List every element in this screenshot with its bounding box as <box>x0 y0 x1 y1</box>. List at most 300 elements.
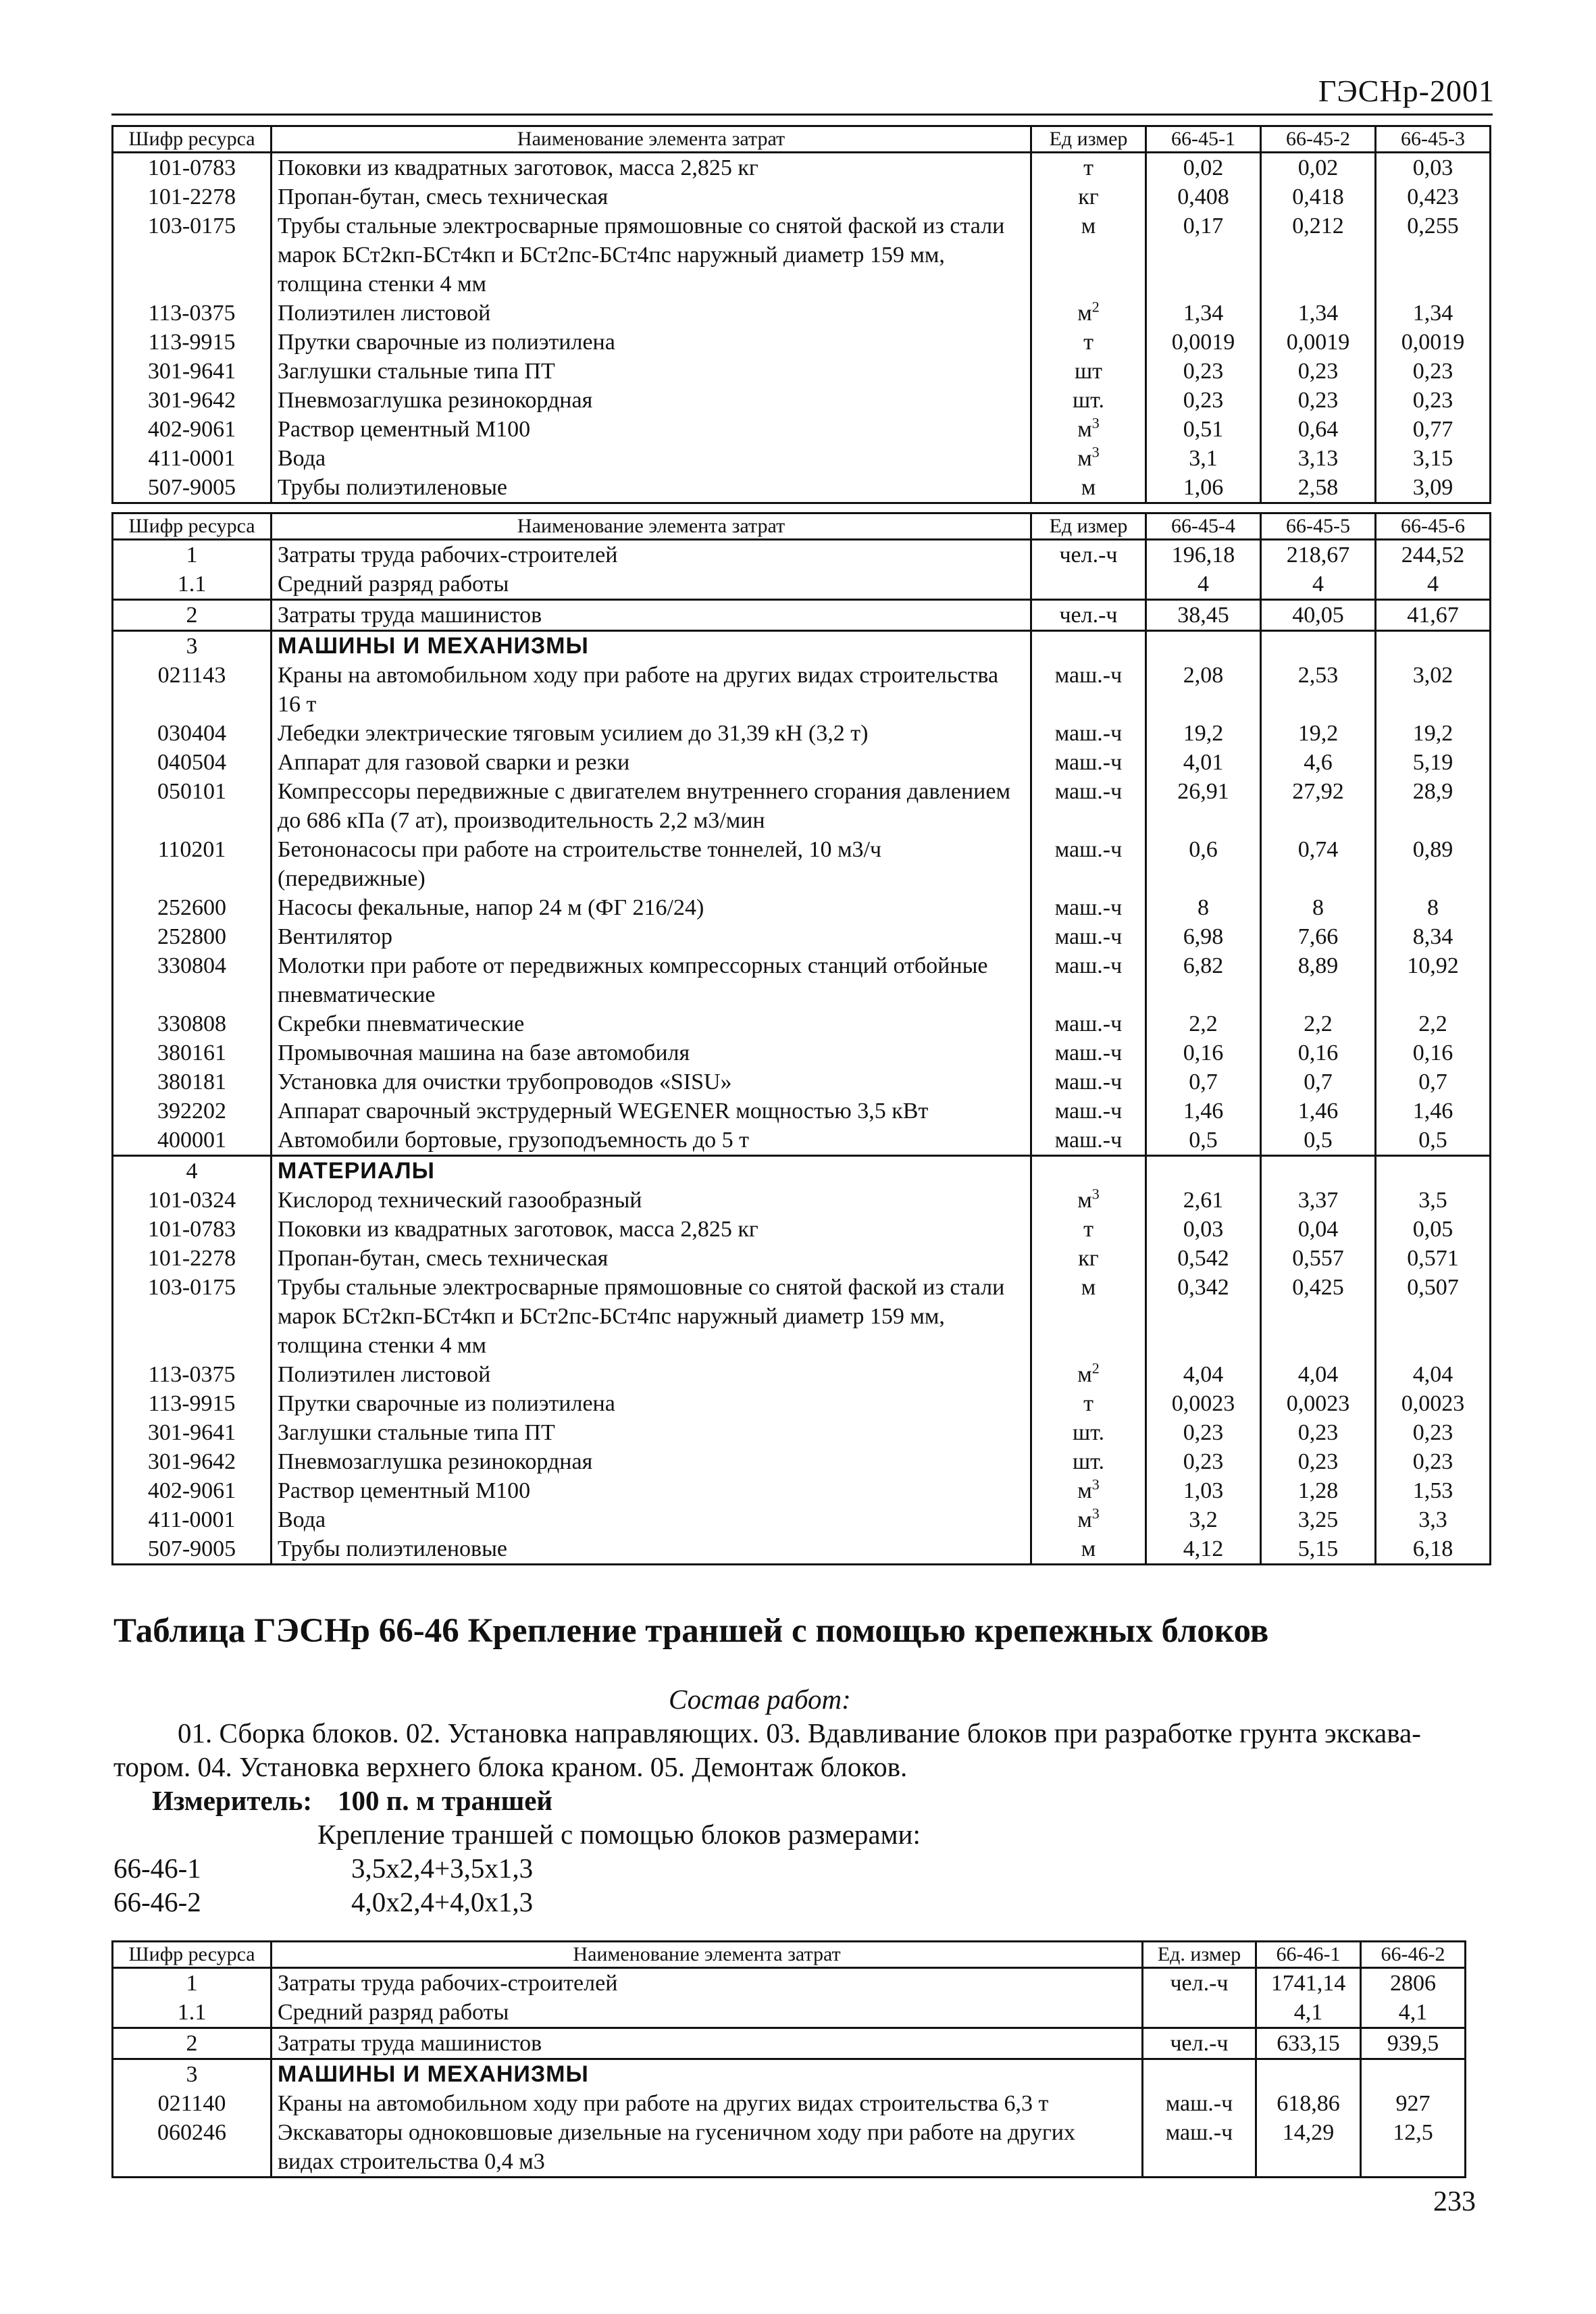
unit-label: маш.-ч <box>1054 837 1123 862</box>
norm-value: 38,45 <box>1146 600 1261 631</box>
unit-label: маш.-ч <box>1054 721 1123 746</box>
norm-value: 0,255 <box>1376 211 1491 299</box>
unit-cell <box>1031 299 1146 328</box>
norm-value: 19,2 <box>1376 719 1491 748</box>
unit-label: м <box>1077 1478 1092 1503</box>
resource-code: 1.1 <box>113 1998 272 2028</box>
resource-name: Кислород технический газообразный <box>272 1186 1031 1215</box>
table-row <box>113 1968 1466 1998</box>
resource-code: 113-0375 <box>113 299 272 328</box>
value-cell <box>1376 1156 1491 1186</box>
unit-cell <box>1143 2118 1256 2178</box>
norm-value: 4,04 <box>1261 1360 1376 1389</box>
resource-name: Трубы стальные электросварные прямошовные со снятой фаской из стали марок БСт2кп-БСт4кп и БСт2пс-БСт4пс наружный диаметр 159 мм, толщина стенки 4 мм <box>272 1273 1031 1360</box>
unit-label: чел.-ч <box>1059 543 1118 568</box>
norm-value: 1,34 <box>1146 299 1261 328</box>
resource-name: Трубы полиэтиленовые <box>272 473 1031 503</box>
table-row <box>113 1097 1491 1126</box>
col-header-norm: 66-45-1 <box>1146 126 1261 153</box>
resource-code: 301-9641 <box>113 357 272 386</box>
resource-code: 101-0324 <box>113 1186 272 1215</box>
unit-label: м <box>1081 1536 1096 1561</box>
unit-cell <box>1031 1476 1146 1505</box>
unit-cell <box>1031 1505 1146 1534</box>
resource-name: Прутки сварочные из полиэтилена <box>272 1389 1031 1418</box>
unit-cell <box>1031 1273 1146 1360</box>
variant-text: 4,0х2,4+4,0х1,3 <box>351 1886 534 1917</box>
section-row <box>113 1156 1491 1186</box>
table-row <box>113 444 1491 473</box>
resource-name: Поковки из квадратных заготовок, масса 2,825 кг <box>272 1215 1031 1244</box>
norm-value: 1,53 <box>1376 1476 1491 1505</box>
norm-value: 2,2 <box>1376 1009 1491 1038</box>
col-header-norm: 66-46-2 <box>1361 1942 1466 1968</box>
resource-code: 113-0375 <box>113 1360 272 1389</box>
unit-cell <box>1031 473 1146 503</box>
resource-code: 400001 <box>113 1126 272 1156</box>
table-row <box>113 719 1491 748</box>
norm-value: 218,67 <box>1261 540 1376 570</box>
table-row <box>113 357 1491 386</box>
unit-label: м <box>1081 475 1096 500</box>
col-header-norm: 66-45-5 <box>1261 513 1376 540</box>
norm-value: 0,342 <box>1146 1273 1261 1360</box>
resource-code: 301-9642 <box>113 1447 272 1476</box>
unit-label: т <box>1083 155 1093 180</box>
unit-label: шт. <box>1073 1420 1104 1445</box>
resource-code: 380181 <box>113 1067 272 1097</box>
unit-cell <box>1031 600 1146 631</box>
norm-value: 0,507 <box>1376 1273 1491 1360</box>
norm-value: 0,23 <box>1376 386 1491 415</box>
table-row <box>113 1215 1491 1244</box>
norm-value: 3,13 <box>1261 444 1376 473</box>
norm-value: 1,06 <box>1146 473 1261 503</box>
norm-value: 633,15 <box>1256 2028 1361 2059</box>
col-header-name: Наименование элемента затрат <box>272 513 1031 540</box>
norm-value: 0,05 <box>1376 1215 1491 1244</box>
norm-value: 0,557 <box>1261 1244 1376 1273</box>
resource-name: Раствор цементный М100 <box>272 1476 1031 1505</box>
table-row <box>113 415 1491 444</box>
unit-label: м <box>1077 417 1092 442</box>
unit-cell <box>1031 153 1146 183</box>
norm-value: 10,92 <box>1376 951 1491 1009</box>
unit-cell <box>1031 1244 1146 1273</box>
resource-name: Полиэтилен листовой <box>272 1360 1031 1389</box>
unit-label: м <box>1077 446 1092 471</box>
norm-value: 1,34 <box>1376 299 1491 328</box>
section-heading: МАШИНЫ И МЕХАНИЗМЫ <box>272 631 1031 661</box>
header-rule <box>111 114 1493 116</box>
norm-value: 0,77 <box>1376 415 1491 444</box>
norm-value: 1,46 <box>1146 1097 1261 1126</box>
table-row <box>113 211 1491 299</box>
unit-cell <box>1031 719 1146 748</box>
table-row <box>113 835 1491 893</box>
variant-code: 66-46-2 <box>113 1886 201 1917</box>
unit-exponent: 3 <box>1091 414 1100 432</box>
norm-value: 0,02 <box>1146 153 1261 183</box>
page-header-code: ГЭСНр-2001 <box>1318 74 1495 108</box>
unit-cell <box>1031 1009 1146 1038</box>
resource-code: 330804 <box>113 951 272 1009</box>
table-row <box>113 1476 1491 1505</box>
unit-cell <box>1031 386 1146 415</box>
table-row <box>113 1418 1491 1447</box>
unit-label: т <box>1083 330 1093 355</box>
unit-cell <box>1031 777 1146 835</box>
resource-name: Пропан-бутан, смесь техническая <box>272 182 1031 211</box>
unit-cell <box>1031 540 1146 570</box>
resource-name: Поковки из квадратных заготовок, масса 2,825 кг <box>272 153 1031 183</box>
resource-code: 3 <box>113 631 272 661</box>
norm-value: 1,46 <box>1376 1097 1491 1126</box>
col-header-norm: 66-46-1 <box>1256 1942 1361 1968</box>
col-header-unit: Ед измер <box>1031 513 1146 540</box>
resource-name: Аппарат для газовой сварки и резки <box>272 748 1031 777</box>
norm-value: 4,12 <box>1146 1534 1261 1565</box>
resource-code: 301-9641 <box>113 1418 272 1447</box>
resource-code: 4 <box>113 1156 272 1186</box>
unit-cell <box>1031 444 1146 473</box>
unit-cell <box>1031 182 1146 211</box>
unit-cell <box>1031 1418 1146 1447</box>
unit-label: маш.-ч <box>1054 953 1123 978</box>
resource-code: 402-9061 <box>113 1476 272 1505</box>
unit-cell <box>1143 1968 1256 1998</box>
unit-cell <box>1031 661 1146 719</box>
table-row <box>113 600 1491 631</box>
norm-value: 2,2 <box>1146 1009 1261 1038</box>
norm-value: 0,02 <box>1261 153 1376 183</box>
unit-label: маш.-ч <box>1054 663 1123 688</box>
table-row <box>113 2118 1466 2178</box>
unit-cell <box>1031 570 1146 600</box>
unit-label: м <box>1077 1507 1092 1532</box>
resource-name: Средний разряд работы <box>272 570 1031 600</box>
norm-value: 0,04 <box>1261 1215 1376 1244</box>
unit-label: маш.-ч <box>1054 779 1123 804</box>
resource-code: 101-2278 <box>113 1244 272 1273</box>
norm-value: 26,91 <box>1146 777 1261 835</box>
unit-cell <box>1031 357 1146 386</box>
norm-value: 6,98 <box>1146 922 1261 951</box>
resource-name: Вентилятор <box>272 922 1031 951</box>
norm-value: 0,64 <box>1261 415 1376 444</box>
table-row <box>113 1534 1491 1565</box>
norm-value: 4,01 <box>1146 748 1261 777</box>
unit-label: чел.-ч <box>1170 1971 1229 1996</box>
norm-value: 244,52 <box>1376 540 1491 570</box>
unit-cell <box>1031 1186 1146 1215</box>
value-cell <box>1261 631 1376 661</box>
table-row <box>113 386 1491 415</box>
unit-label: чел.-ч <box>1059 603 1118 628</box>
norm-value: 2806 <box>1361 1968 1466 1998</box>
resource-code: 101-0783 <box>113 1215 272 1244</box>
page-number: 233 <box>1433 2186 1476 2217</box>
col-header-name: Наименование элемента затрат <box>272 1942 1143 1968</box>
resource-name: Средний разряд работы <box>272 1998 1143 2028</box>
norm-value: 0,571 <box>1376 1244 1491 1273</box>
norm-value: 4,04 <box>1376 1360 1491 1389</box>
measure-label: Измеритель: <box>152 1785 313 1816</box>
unit-label: маш.-ч <box>1165 2120 1233 2145</box>
norm-value: 1,46 <box>1261 1097 1376 1126</box>
norm-value: 0,212 <box>1261 211 1376 299</box>
norm-value: 8,34 <box>1376 922 1491 951</box>
norm-value: 4,6 <box>1261 748 1376 777</box>
col-header-norm: 66-45-2 <box>1261 126 1376 153</box>
resource-name: Промывочная машина на базе автомобиля <box>272 1038 1031 1067</box>
norm-value: 14,29 <box>1256 2118 1361 2178</box>
resource-code: 110201 <box>113 835 272 893</box>
norm-value: 5,15 <box>1261 1534 1376 1565</box>
norm-value: 2,2 <box>1261 1009 1376 1038</box>
resource-code: 507-9005 <box>113 1534 272 1565</box>
table-row <box>113 473 1491 503</box>
table-header-row <box>113 1942 1466 1968</box>
unit-label: маш.-ч <box>1054 924 1123 949</box>
unit-label: т <box>1083 1217 1093 1242</box>
unit-label: маш.-ч <box>1054 750 1123 775</box>
resource-code: 380161 <box>113 1038 272 1067</box>
value-cell <box>1261 1156 1376 1186</box>
resource-code: 021143 <box>113 661 272 719</box>
resource-name: Экскаваторы одноковшовые дизельные на гусеничном ходу при работе на других видах строительства 0,4 м3 <box>272 2118 1143 2178</box>
table-row <box>113 299 1491 328</box>
unit-cell <box>1031 1389 1146 1418</box>
norm-value: 1,28 <box>1261 1476 1376 1505</box>
norm-value: 0,23 <box>1376 1447 1491 1476</box>
col-header-unit: Ед. измер <box>1143 1942 1256 1968</box>
norm-value: 8,89 <box>1261 951 1376 1009</box>
variant-code: 66-46-1 <box>113 1853 201 1884</box>
value-cell <box>1256 2059 1361 2090</box>
unit-label: кг <box>1078 184 1099 209</box>
unit-label: маш.-ч <box>1054 1070 1123 1095</box>
resource-code: 060246 <box>113 2118 272 2178</box>
norm-value: 0,23 <box>1146 357 1261 386</box>
resource-name: Насосы фекальные, напор 24 м (ФГ 216/24) <box>272 893 1031 922</box>
norm-value: 0,7 <box>1261 1067 1376 1097</box>
norm-value: 6,18 <box>1376 1534 1491 1565</box>
resource-name: Аппарат сварочный экструдерный WEGENER мощностью 3,5 кВт <box>272 1097 1031 1126</box>
section-heading: МАШИНЫ И МЕХАНИЗМЫ <box>272 2059 1143 2090</box>
resource-name: Трубы стальные электросварные прямошовные со снятой фаской из стали марок БСт2кп-БСт4кп и БСт2пс-БСт4пс наружный диаметр 159 мм, толщина стенки 4 мм <box>272 211 1031 299</box>
table-header-row <box>113 126 1491 153</box>
table-row <box>113 1009 1491 1038</box>
resource-code: 402-9061 <box>113 415 272 444</box>
measure-value: 100 п. м траншей <box>338 1785 553 1816</box>
col-header-norm: 66-45-6 <box>1376 513 1491 540</box>
resource-table-66-45-1-3 <box>111 125 1491 504</box>
norm-value: 0,0023 <box>1376 1389 1491 1418</box>
norm-value: 0,16 <box>1376 1038 1491 1067</box>
unit-label: маш.-ч <box>1054 1011 1123 1036</box>
norm-value: 0,0023 <box>1261 1389 1376 1418</box>
resource-name: Скребки пневматические <box>272 1009 1031 1038</box>
norm-value: 0,23 <box>1146 386 1261 415</box>
resource-name: Краны на автомобильном ходу при работе на других видах строительства 6,3 т <box>272 2089 1143 2118</box>
norm-value: 939,5 <box>1361 2028 1466 2059</box>
table-row <box>113 748 1491 777</box>
unit-cell <box>1031 415 1146 444</box>
norm-value: 618,86 <box>1256 2089 1361 2118</box>
norm-value: 0,0019 <box>1376 328 1491 357</box>
unit-label: маш.-ч <box>1054 895 1123 920</box>
norm-value: 12,5 <box>1361 2118 1466 2178</box>
norm-value: 0,542 <box>1146 1244 1261 1273</box>
works-text-line-1: 01. Сборка блоков. 02. Установка направляющих. 03. Вдавливание блоков при разработке грунта экскава- <box>178 1717 1421 1749</box>
resource-code: 1.1 <box>113 570 272 600</box>
resource-name: Пропан-бутан, смесь техническая <box>272 1244 1031 1273</box>
norm-value: 3,2 <box>1146 1505 1261 1534</box>
norm-value: 4 <box>1261 570 1376 600</box>
norm-value: 6,82 <box>1146 951 1261 1009</box>
table-row <box>113 951 1491 1009</box>
variant-text: 3,5х2,4+3,5х1,3 <box>351 1853 534 1884</box>
table-row <box>113 2028 1466 2059</box>
unit-cell <box>1031 1447 1146 1476</box>
unit-cell <box>1031 835 1146 893</box>
unit-label: чел.-ч <box>1170 2031 1229 2056</box>
unit-cell <box>1031 893 1146 922</box>
unit-label: м <box>1077 1362 1092 1387</box>
norm-value: 3,25 <box>1261 1505 1376 1534</box>
norm-value: 3,09 <box>1376 473 1491 503</box>
norm-value: 0,5 <box>1261 1126 1376 1156</box>
table-row <box>113 1186 1491 1215</box>
section-heading: МАТЕРИАЛЫ <box>272 1156 1031 1186</box>
resource-name: Автомобили бортовые, грузоподъемность до 5 т <box>272 1126 1031 1156</box>
table-row <box>113 893 1491 922</box>
value-cell <box>1146 1156 1261 1186</box>
table-row <box>113 1389 1491 1418</box>
resource-name: Вода <box>272 1505 1031 1534</box>
unit-cell <box>1031 1126 1146 1156</box>
norm-value: 3,3 <box>1376 1505 1491 1534</box>
resource-name: Установка для очистки трубопроводов «SISU» <box>272 1067 1031 1097</box>
norm-value: 4 <box>1376 570 1491 600</box>
norm-value: 3,02 <box>1376 661 1491 719</box>
resource-code: 392202 <box>113 1097 272 1126</box>
unit-cell <box>1031 922 1146 951</box>
unit-cell <box>1031 631 1146 661</box>
norm-value: 8 <box>1376 893 1491 922</box>
unit-cell <box>1031 748 1146 777</box>
table-row <box>113 1244 1491 1273</box>
norm-value: 0,03 <box>1146 1215 1261 1244</box>
unit-exponent: 3 <box>1091 443 1100 461</box>
resource-name: Заглушки стальные типа ПТ <box>272 1418 1031 1447</box>
unit-exponent: 2 <box>1091 1359 1100 1377</box>
col-header-name: Наименование элемента затрат <box>272 126 1031 153</box>
table-row <box>113 1505 1491 1534</box>
unit-cell <box>1031 951 1146 1009</box>
resource-code: 2 <box>113 600 272 631</box>
resource-code: 113-9915 <box>113 328 272 357</box>
norm-value: 0,7 <box>1146 1067 1261 1097</box>
section-title: Таблица ГЭСНр 66-46 Крепление траншей с помощью крепежных блоков <box>113 1612 1269 1650</box>
norm-value: 0,23 <box>1376 357 1491 386</box>
norm-value: 0,5 <box>1376 1126 1491 1156</box>
norm-value: 8 <box>1261 893 1376 922</box>
unit-cell <box>1143 2059 1256 2090</box>
norm-value: 0,408 <box>1146 182 1261 211</box>
resource-code: 030404 <box>113 719 272 748</box>
table-row <box>113 182 1491 211</box>
unit-cell <box>1143 2028 1256 2059</box>
col-header-code: Шифр ресурса <box>113 513 272 540</box>
unit-label: м <box>1081 213 1096 238</box>
col-header-code: Шифр ресурса <box>113 1942 272 1968</box>
norm-value: 5,19 <box>1376 748 1491 777</box>
norm-value: 0,23 <box>1261 386 1376 415</box>
norm-value: 0,418 <box>1261 182 1376 211</box>
resource-name: Молотки при работе от передвижных компрессорных станций отбойные пневматические <box>272 951 1031 1009</box>
variants-heading: Крепление траншей с помощью блоков размерами: <box>317 1819 921 1850</box>
table-row <box>113 540 1491 570</box>
resource-name: Затраты труда рабочих-строителей <box>272 1968 1143 1998</box>
table-row <box>113 1360 1491 1389</box>
norm-value: 0,16 <box>1146 1038 1261 1067</box>
resource-code: 252600 <box>113 893 272 922</box>
table-row <box>113 570 1491 600</box>
unit-cell <box>1031 1097 1146 1126</box>
unit-cell <box>1031 1067 1146 1097</box>
table-row <box>113 1447 1491 1476</box>
resource-code: 411-0001 <box>113 1505 272 1534</box>
unit-cell <box>1031 328 1146 357</box>
unit-cell <box>1031 1038 1146 1067</box>
norm-value: 28,9 <box>1376 777 1491 835</box>
norm-value: 0,03 <box>1376 153 1491 183</box>
table-row <box>113 328 1491 357</box>
norm-value: 0,23 <box>1261 1418 1376 1447</box>
value-cell <box>1146 631 1261 661</box>
norm-value: 2,58 <box>1261 473 1376 503</box>
resource-code: 040504 <box>113 748 272 777</box>
norm-value: 4 <box>1146 570 1261 600</box>
unit-label: маш.-ч <box>1054 1040 1123 1065</box>
norm-value: 1,03 <box>1146 1476 1261 1505</box>
norm-value: 41,67 <box>1376 600 1491 631</box>
resource-code: 411-0001 <box>113 444 272 473</box>
resource-name: Пневмозаглушка резинокордная <box>272 386 1031 415</box>
norm-value: 0,6 <box>1146 835 1261 893</box>
norm-value: 1,34 <box>1261 299 1376 328</box>
table-row <box>113 1126 1491 1156</box>
unit-label: шт. <box>1073 388 1104 413</box>
norm-value: 0,51 <box>1146 415 1261 444</box>
norm-value: 0,7 <box>1376 1067 1491 1097</box>
works-text-line-2: тором. 04. Установка верхнего блока краном. 05. Демонтаж блоков. <box>113 1751 908 1782</box>
resource-code: 103-0175 <box>113 211 272 299</box>
resource-name: Затраты труда машинистов <box>272 2028 1143 2059</box>
norm-value: 4,1 <box>1361 1998 1466 2028</box>
table-row <box>113 661 1491 719</box>
resource-code: 021140 <box>113 2089 272 2118</box>
table-row <box>113 1067 1491 1097</box>
norm-value: 3,1 <box>1146 444 1261 473</box>
value-cell <box>1361 2059 1466 2090</box>
resource-name: Компрессоры передвижные с двигателем внутреннего сгорания давлением до 686 кПа (7 ат), производительность 2,2 м3/мин <box>272 777 1031 835</box>
norm-value: 0,423 <box>1376 182 1491 211</box>
resource-name: Краны на автомобильном ходу при работе на других видах строительства 16 т <box>272 661 1031 719</box>
resource-name: Вода <box>272 444 1031 473</box>
